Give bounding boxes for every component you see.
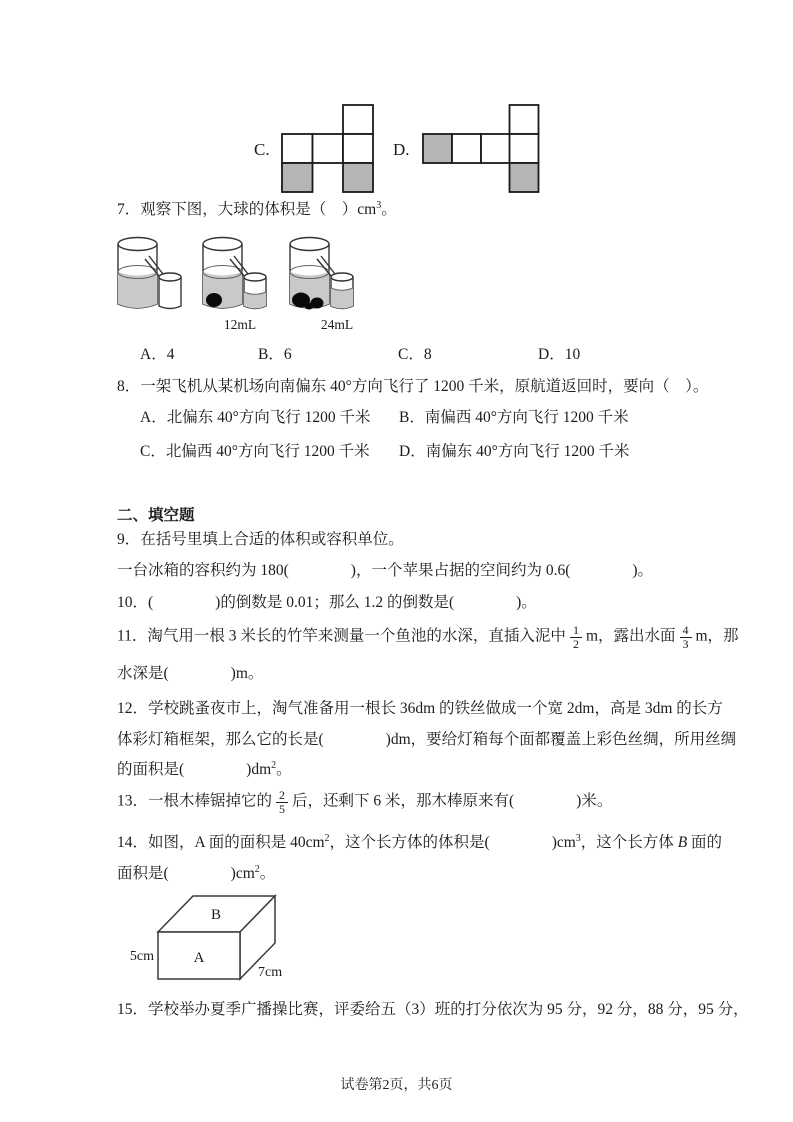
net-square [343,105,373,134]
cuboid-depth-label: 7cm [258,965,283,980]
question-12-line1: 12．学校跳蚤夜市上，淘气准备用一根长 36dm 的铁丝做成一个宽 2dm，高是 3dm 的长方 [117,700,723,717]
q14-superscript: 3 [575,832,581,844]
page-footer: 试卷第2页，共6页 [340,1078,453,1093]
beaker-pair-one-ball [203,238,266,309]
net-d-label: D. [393,140,410,159]
q14-text: 14．如图，A 面的面积是 40cm [117,834,325,851]
cube-net-options-figure [230,95,580,200]
q12-text: 的面积是( )dm [117,761,272,778]
fraction-one-half: $\frac{1}{2}$ [570,624,582,651]
q14-face-b-variable: B [677,834,688,851]
question-15-line1: 15．学校举办夏季广播操比赛，评委给五（3）班的打分依次为 95 分，92 分，88 分，95 分， [117,1001,749,1018]
question-9-blanks-line: 一台冰箱的容积约为 180( )，一个苹果占据的空间约为 0.6( )。 [117,562,654,579]
question-11-line2: 水深是( )m。 [117,665,264,682]
question-8-stem: 8．一架飞机从某机场向南偏东 40°方向飞行了 1200 千米，原航道返回时，要向（ ）。 [117,378,709,395]
question-13-stem [117,789,612,816]
net-square-shaded [510,163,539,192]
beaker-pair-empty [118,238,181,309]
q7-option-c: C．8 [398,346,432,363]
q8-option-c: C．北偏西 40°方向飞行 1200 千米 [140,443,370,460]
small-ball [305,303,314,310]
net-square [313,134,344,163]
question-10-stem: 10．( )的倒数是 0.01；那么 1.2 的倒数是( )。 [117,594,537,611]
q12-text-end: 。 [276,761,292,778]
net-square [282,134,313,163]
q14-text: 面的 [687,834,723,851]
q14-text-end: 。 [259,865,276,882]
net-square [510,105,539,134]
q7-text: 7．观察下图，大球的体积是（ ）cm [117,201,377,218]
net-square [481,134,510,163]
q7-option-d: D．10 [538,346,581,363]
q13-text: 13．一根木棒锯掉它的 [117,792,273,810]
question-14-line1 [117,833,722,852]
beaker-displacement-figure [112,232,382,334]
fraction-four-thirds: $\frac{4}{3}$ [680,624,692,651]
question-7-stem [117,200,397,219]
question-11-stem [117,624,739,651]
section-2-header: 二、填空题 [117,507,195,524]
q8-option-b: B．南偏西 40°方向飞行 1200 千米 [399,409,629,426]
question-12-line2: 体彩灯箱框架，那么它的长是( )dm，要给灯箱每个面都覆盖上彩色丝绸，所用丝绸 [117,731,737,748]
net-c-figure [282,105,373,192]
q14-superscript: 2 [324,832,330,844]
q7-option-b: B．6 [258,346,292,363]
net-d-figure [423,105,539,192]
net-square [452,134,481,163]
q7-text-end: 。 [381,201,397,218]
net-square [343,134,373,163]
cuboid-top-face-label: B [210,907,222,923]
net-c-label: C. [254,140,270,159]
question-14-line2 [117,864,275,883]
cuboid-figure [110,888,310,988]
q12-superscript: 2 [271,759,277,771]
cuboid-height-label: 5cm [129,949,154,964]
net-square [510,134,539,163]
q8-option-a: A．北偏东 40°方向飞行 1200 千米 [140,409,371,426]
cuboid-front-face-label: A [193,950,205,966]
q14-text: 面积是( )cm [117,865,255,882]
q14-text: ，这个长方体 [580,834,678,851]
q11-text: 11．淘气用一根 3 米长的竹竿来测量一个鱼池的水深，直插入泥中 [117,627,566,645]
beaker-pair-two-balls [290,238,353,310]
fraction-two-fifths: $\frac{2}{5}$ [276,789,288,816]
question-12-line3 [117,760,292,779]
q11-text: m，那 [695,627,739,645]
q14-text: ，这个长方体的体积是( )cm [329,834,576,851]
q14-superscript: 2 [254,863,260,875]
q7-superscript: 3 [376,199,382,211]
beaker-volume-label: 12mL [223,317,257,332]
large-ball [206,293,222,307]
q13-text-end: 后，还剩下 6 米，那木棒原来有( )米。 [292,792,613,810]
beaker-volume-label: 24mL [320,317,354,332]
q8-option-d: D．南偏东 40°方向飞行 1200 千米 [399,443,630,460]
net-square-shaded [282,163,313,192]
net-square-shaded [343,163,373,192]
question-9-stem: 9．在括号里填上合适的体积或容积单位。 [117,531,404,548]
q11-text: m，露出水面 [585,627,676,645]
q7-option-a: A．4 [140,346,175,363]
net-square-shaded [423,134,452,163]
